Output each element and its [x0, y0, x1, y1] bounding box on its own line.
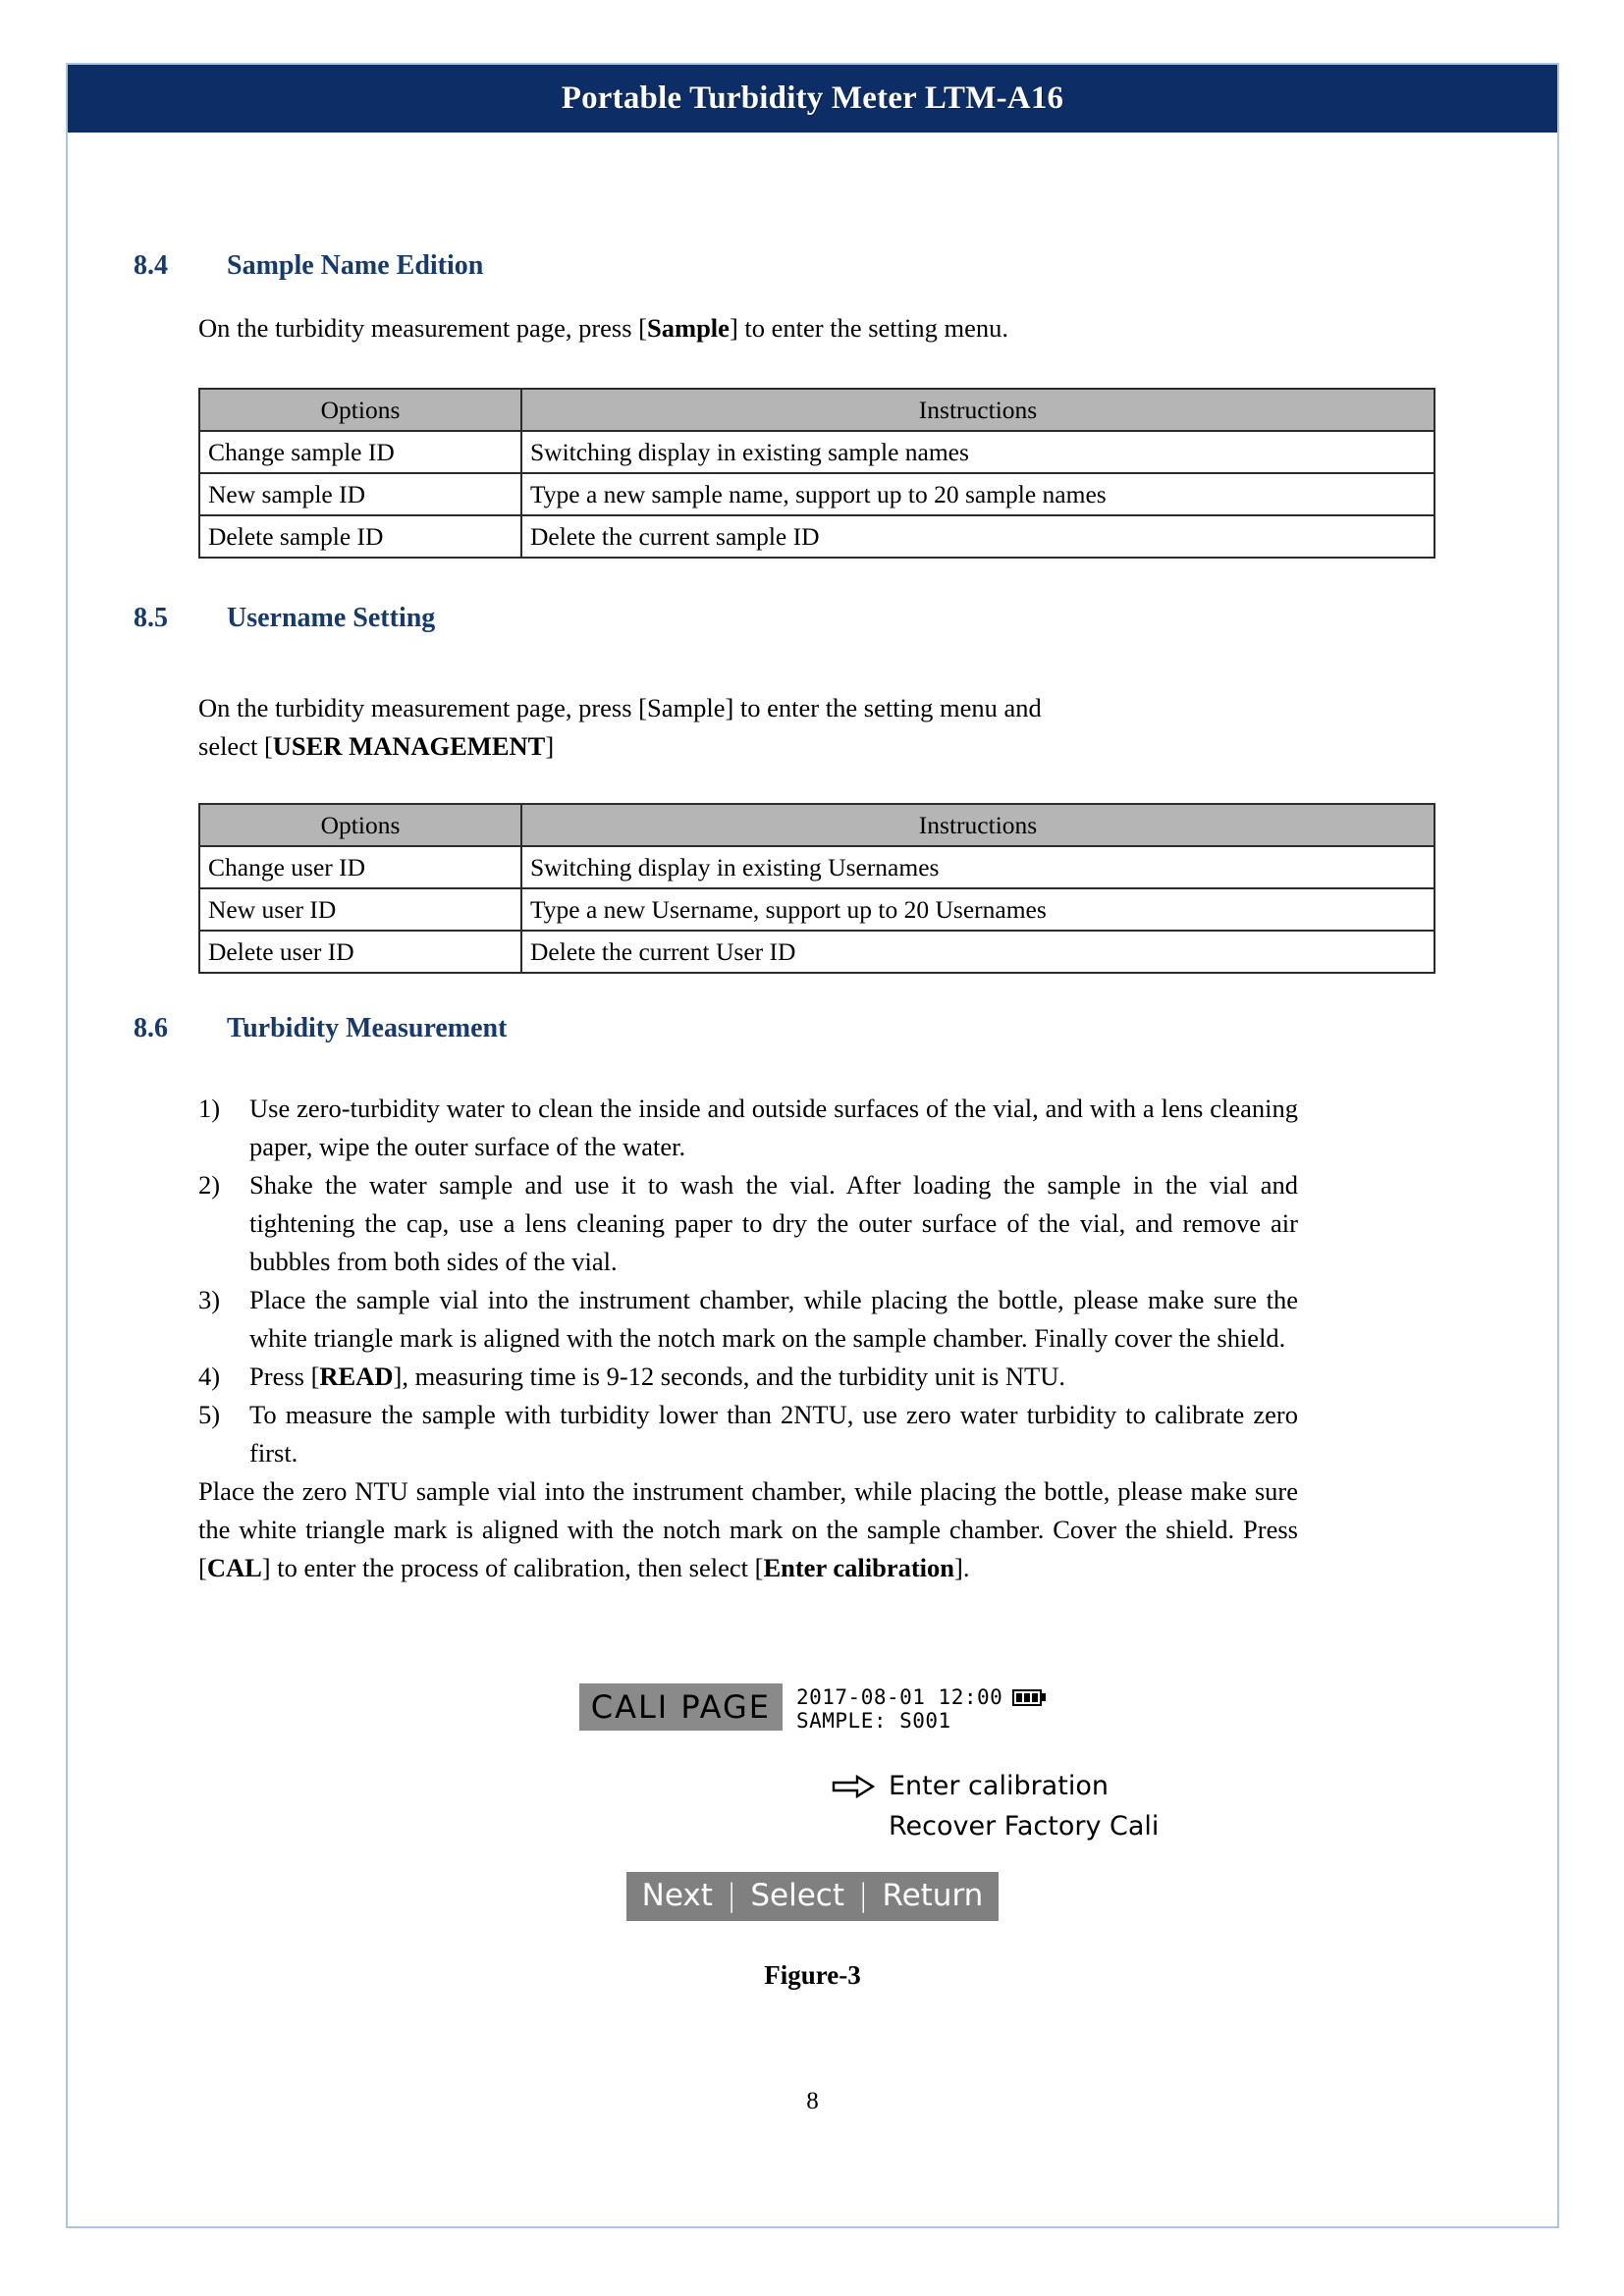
- softkey-separator: |: [726, 1878, 737, 1913]
- cell-instruction: Type a new Username, support up to 20 Usernames: [521, 888, 1435, 931]
- figure-caption: Figure-3: [764, 1959, 861, 1990]
- table-row: [199, 431, 1435, 473]
- lcd-status-meta: [796, 1683, 1046, 1733]
- cell-option: Change user ID: [199, 846, 521, 888]
- table-row: [199, 931, 1435, 973]
- section-8-4-intro: [198, 309, 1298, 347]
- lcd-page-title-badge: CALI PAGE: [579, 1683, 783, 1731]
- intro-prefix-8-4: On the turbidity measurement page, press [: [198, 313, 647, 343]
- cell-instruction: Switching display in existing sample names: [521, 431, 1435, 473]
- sample-options-table: [198, 388, 1435, 559]
- column-header-options: Options: [199, 804, 521, 846]
- section-8-5-intro: [198, 689, 1303, 766]
- lcd-menu-item-recover-factory-cali[interactable]: [832, 1806, 1159, 1846]
- section-number-8-4: 8.4: [134, 250, 168, 281]
- cell-instruction: Delete the current User ID: [521, 931, 1435, 973]
- section-title-8-6: Turbidity Measurement: [227, 1013, 508, 1043]
- closing-bold-cal: CAL: [206, 1553, 262, 1582]
- cell-option: Change sample ID: [199, 431, 521, 473]
- figure-3: [68, 1683, 1557, 1991]
- intro-line1-8-5: On the turbidity measurement page, press [Sample] to enter the setting menu and: [198, 693, 1042, 722]
- list-item: [198, 1090, 1298, 1166]
- closing-bold-enter-calibration: Enter calibration: [763, 1553, 955, 1582]
- table-row: [199, 473, 1435, 515]
- list-text: [249, 1358, 1298, 1396]
- softkey-next[interactable]: Next: [641, 1878, 713, 1913]
- table-row: [199, 515, 1435, 558]
- cell-instruction: Type a new sample name, support up to 20 sample names: [521, 473, 1435, 515]
- table-header-row: [199, 804, 1435, 846]
- closing-part2: ] to enter the process of calibration, then select [: [261, 1553, 764, 1582]
- section-heading-8-5: [134, 603, 435, 634]
- column-header-options: Options: [199, 389, 521, 431]
- lcd-menu-item-enter-calibration[interactable]: [832, 1766, 1109, 1806]
- document-header-banner: [68, 65, 1557, 133]
- lcd-softkey-bar: [68, 1872, 1557, 1921]
- softkey-separator: |: [857, 1878, 869, 1913]
- column-header-instructions: Instructions: [521, 389, 1435, 431]
- list-item: [198, 1281, 1298, 1358]
- arrow-right-outline-icon: [832, 1775, 889, 1798]
- section-title-8-4: Sample Name Edition: [227, 250, 484, 281]
- list-marker: 3): [198, 1285, 221, 1314]
- page-content: [68, 133, 1557, 2226]
- table-row: [199, 888, 1435, 931]
- list-marker: 1): [198, 1094, 221, 1123]
- user-options-table: [198, 803, 1435, 974]
- list-item: [198, 1396, 1298, 1472]
- list-marker: 5): [198, 1400, 221, 1429]
- list-text-prefix: Press [: [249, 1362, 320, 1391]
- intro-line2-suffix-8-5: ]: [545, 731, 555, 761]
- cell-option: Delete sample ID: [199, 515, 521, 558]
- closing-part3: ].: [954, 1553, 970, 1582]
- section-heading-8-6: [134, 1013, 507, 1044]
- list-text-suffix: ], measuring time is 9-12 seconds, and the turbidity unit is NTU.: [393, 1362, 1065, 1391]
- intro-suffix-8-4: ] to enter the setting menu.: [729, 313, 1008, 343]
- lcd-datetime: 2017-08-01 12:00: [795, 1685, 1003, 1709]
- cell-option: New sample ID: [199, 473, 521, 515]
- turbidity-measurement-steps: [198, 1090, 1298, 1587]
- intro-line2-prefix-8-5: select [: [198, 731, 273, 761]
- lcd-status-row: [68, 1683, 1557, 1744]
- list-text: Use zero-turbidity water to clean the inside and outside surfaces of the vial, and with a lens cleaning paper, wipe the outer surface of the water.: [249, 1094, 1298, 1161]
- lcd-menu-label: Enter calibration: [889, 1771, 1109, 1801]
- list-text: Shake the water sample and use it to wash the vial. After loading the sample in the vial and tightening the cap, use a lens cleaning paper to dry the outer surface of the vial, and remove air bubbles from both sides of the vial.: [249, 1170, 1298, 1276]
- cell-instruction: Switching display in existing Usernames: [521, 846, 1435, 888]
- list-marker: 2): [198, 1170, 221, 1200]
- table-row: [199, 846, 1435, 888]
- section-number-8-5: 8.5: [134, 603, 168, 633]
- cell-instruction: Delete the current sample ID: [521, 515, 1435, 558]
- softkey-return[interactable]: Return: [882, 1878, 984, 1913]
- intro-bold-8-4: Sample: [647, 313, 730, 343]
- section-heading-8-4: [134, 250, 483, 282]
- cell-option: New user ID: [199, 888, 521, 931]
- page-number: 8: [806, 2088, 819, 2114]
- list-text-bold: READ: [319, 1362, 394, 1391]
- section-number-8-6: 8.6: [134, 1013, 168, 1043]
- lcd-sample-id: SAMPLE: S001: [795, 1709, 951, 1733]
- list-text: Place the sample vial into the instrument chamber, while placing the bottle, please make sure the white triangle mark is aligned with the notch mark on the sample chamber. Finally cover the shield.: [249, 1285, 1298, 1353]
- section-title-8-5: Username Setting: [227, 603, 436, 633]
- document-title: Portable Turbidity Meter LTM-A16: [561, 80, 1064, 116]
- cell-option: Delete user ID: [199, 931, 521, 973]
- lcd-datetime-row: [796, 1685, 1046, 1709]
- closing-paragraph: [198, 1472, 1298, 1587]
- list-item: [198, 1166, 1298, 1281]
- closing-part1: Place the zero NTU sample vial into the instrument chamber, while placing the bottle, please make sure the white triangle mark is aligned with the notch mark on the sample chamber. Cover the shield. Press [: [198, 1476, 1298, 1582]
- lcd-menu-list: [68, 1766, 1557, 1846]
- intro-line2-bold-8-5: USER MANAGEMENT: [272, 731, 546, 761]
- table-header-row: [199, 389, 1435, 431]
- list-item: [198, 1358, 1298, 1396]
- softkey-select[interactable]: Select: [750, 1878, 844, 1913]
- list-text: To measure the sample with turbidity lower than 2NTU, use zero water turbidity to calibrate zero first.: [249, 1400, 1298, 1468]
- column-header-instructions: Instructions: [521, 804, 1435, 846]
- list-marker: 4): [198, 1362, 221, 1391]
- lcd-menu-label: Recover Factory Cali: [889, 1811, 1160, 1842]
- battery-full-icon: [1012, 1689, 1046, 1706]
